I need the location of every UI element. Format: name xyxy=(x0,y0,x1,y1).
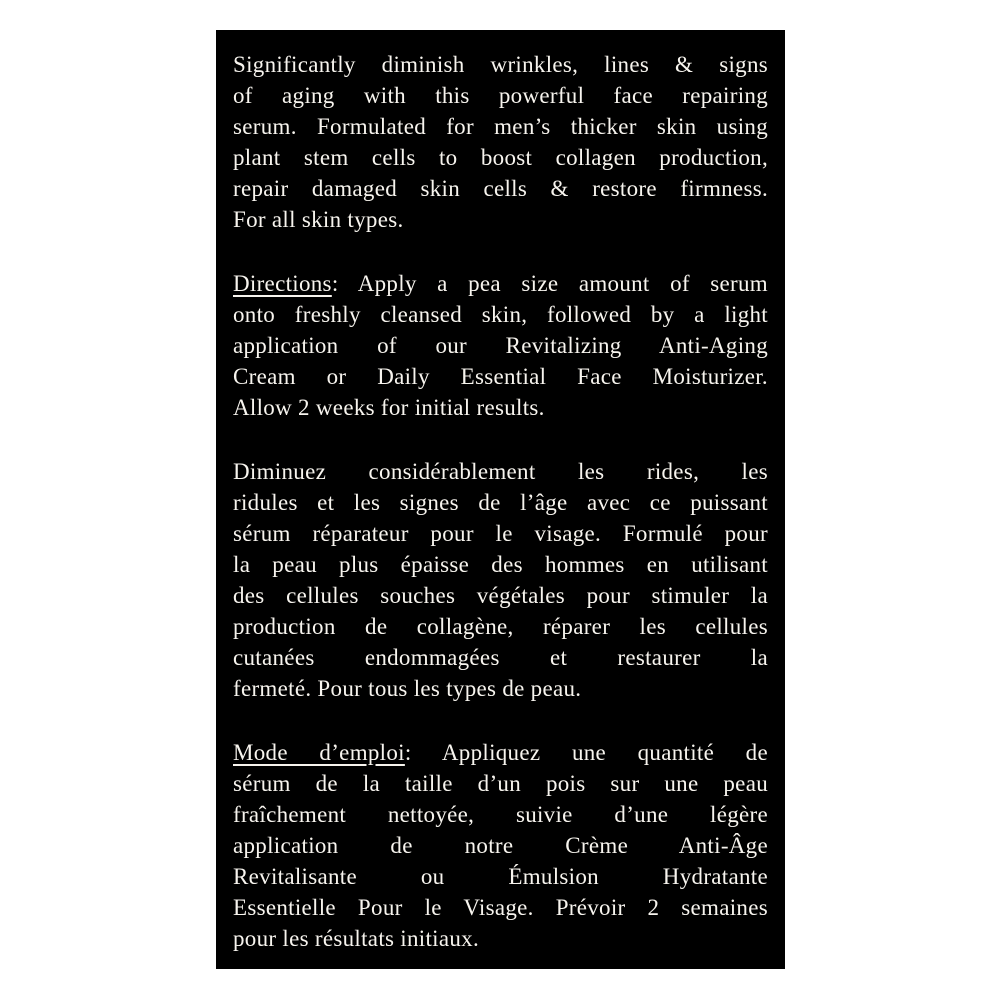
label-text-line: pour les résultats initiaux. xyxy=(233,926,480,951)
label-text-line: des cellules souches végétales pour stimuler la xyxy=(233,583,768,608)
label-text-line: sérum réparateur pour le visage. Formulé pour xyxy=(233,521,768,546)
label-text-line: Significantly diminish wrinkles, lines & signs xyxy=(233,52,768,77)
underlined-heading: Mode d’emploi xyxy=(233,740,405,765)
label-text-line: sérum de la taille d’un pois sur une peau xyxy=(233,771,768,796)
label-text-line: fraîchement nettoyée, suivie d’une légère xyxy=(233,802,768,827)
label-text-line: Diminuez considérablement les rides, les xyxy=(233,459,768,484)
label-text-line: plant stem cells to boost collagen production, xyxy=(233,145,768,170)
label-text-line: of aging with this powerful face repairing xyxy=(233,83,768,108)
label-text-line: serum. Formulated for men’s thicker skin using xyxy=(233,114,768,139)
label-text-line: application de notre Crème Anti-Âge xyxy=(233,833,768,858)
paragraph-description-en xyxy=(233,49,768,235)
paragraph-directions-en xyxy=(233,268,768,423)
label-text-line: fermeté. Pour tous les types de peau. xyxy=(233,676,582,701)
paragraph-directions-fr xyxy=(233,737,768,954)
label-text-line: ridules et les signes de l’âge avec ce puissant xyxy=(233,490,768,515)
label-text-line: Cream or Daily Essential Face Moisturizer. xyxy=(233,364,768,389)
label-text-line: repair damaged skin cells & restore firmness. xyxy=(233,176,768,201)
label-text-line: Allow 2 weeks for initial results. xyxy=(233,395,545,420)
label-text-line: Revitalisante ou Émulsion Hydratante xyxy=(233,864,768,889)
label-text-line: Directions: Apply a pea size amount of serum xyxy=(233,271,768,296)
label-text-line: production de collagène, réparer les cellules xyxy=(233,614,768,639)
label-text-line: onto freshly cleansed skin, followed by a light xyxy=(233,302,768,327)
paragraph-description-fr xyxy=(233,456,768,704)
label-text-line: la peau plus épaisse des hommes en utilisant xyxy=(233,552,768,577)
product-label-panel xyxy=(216,30,785,969)
underlined-heading: Directions xyxy=(233,271,332,296)
label-text-line: Mode d’emploi: Appliquez une quantité de xyxy=(233,740,768,765)
label-text-line: cutanées endommagées et restaurer la xyxy=(233,645,768,670)
label-text-line: For all skin types. xyxy=(233,207,404,232)
label-text-line: Essentielle Pour le Visage. Prévoir 2 semaines xyxy=(233,895,768,920)
label-text-line: application of our Revitalizing Anti-Aging xyxy=(233,333,768,358)
